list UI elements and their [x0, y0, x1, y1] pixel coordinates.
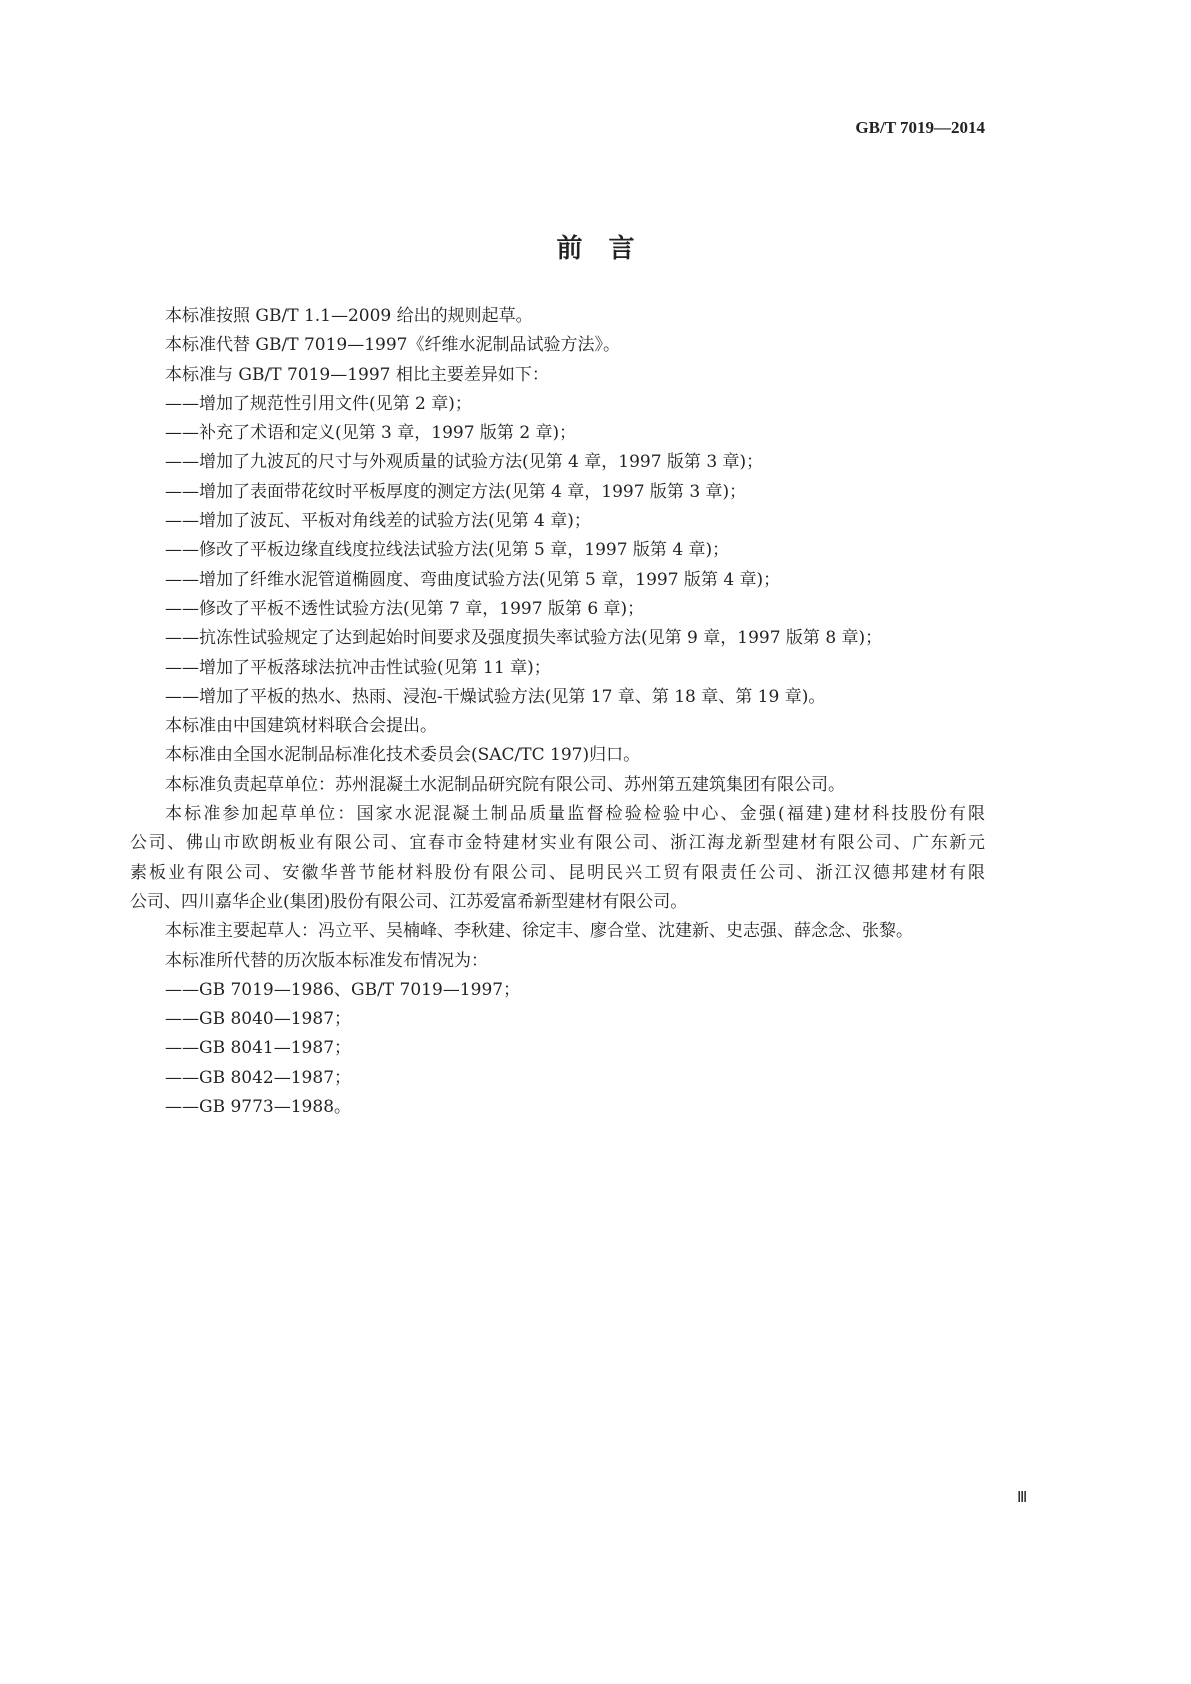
participants-paragraph-line: 素板业有限公司、安徽华普节能材料股份有限公司、昆明民兴工贸有限责任公司、浙江汉德邦建材有限: [130, 862, 985, 883]
paragraph: ——GB 8040—1987；: [165, 1009, 352, 1030]
participants-paragraph-line: 公司、佛山市欧朗板业有限公司、宜春市金特建材实业有限公司、浙江海龙新型建材有限公司、广东新元: [130, 833, 985, 854]
paragraph: 本标准负责起草单位：苏州混凝土水泥制品研究院有限公司、苏州第五建筑集团有限公司。: [165, 774, 845, 795]
paragraph: ——增加了表面带花纹时平板厚度的测定方法(见第 4 章，1997 版第 3 章)；: [165, 481, 747, 502]
page-title: 前言: [556, 234, 661, 264]
paragraph: 本标准按照 GB/T 1.1—2009 给出的规则起草。: [165, 306, 533, 326]
paragraph: ——抗冻性试验规定了达到起始时间要求及强度损失率试验方法(见第 9 章，1997 版第 8 章)；: [165, 628, 883, 649]
paragraph: ——修改了平板不透性试验方法(见第 7 章，1997 版第 6 章)；: [165, 598, 645, 619]
paragraph: 本标准代替 GB/T 7019—1997《纤维水泥制品试验方法》。: [165, 335, 620, 356]
paragraph: ——修改了平板边缘直线度拉线法试验方法(见第 5 章，1997 版第 4 章)；: [165, 540, 730, 561]
paragraph: 本标准所代替的历次版本标准发布情况为：: [165, 950, 488, 971]
paragraph: ——增加了平板的热水、热雨、浸泡-干燥试验方法(见第 17 章、第 18 章、第 19 章)。: [165, 686, 826, 707]
paragraph: ——GB 8042—1987；: [165, 1067, 352, 1088]
document-body: [130, 302, 985, 1122]
paragraph: ——增加了纤维水泥管道椭圆度、弯曲度试验方法(见第 5 章，1997 版第 4 章)；: [165, 569, 781, 590]
standard-number: GB/T 7019—2014: [855, 118, 985, 137]
paragraph: 本标准由全国水泥制品标准化技术委员会(SAC/TC 197)归口。: [165, 745, 641, 766]
paragraph: ——GB 9773—1988。: [165, 1097, 352, 1118]
paragraph: ——增加了波瓦、平板对角线差的试验方法(见第 4 章)；: [165, 511, 591, 532]
paragraph: ——GB 8041—1987；: [165, 1038, 352, 1059]
paragraph: 本标准由中国建筑材料联合会提出。: [165, 716, 437, 737]
paragraph: ——增加了平板落球法抗冲击性试验(见第 11 章)；: [165, 657, 551, 678]
paragraph: ——增加了九波瓦的尺寸与外观质量的试验方法(见第 4 章，1997 版第 3 章)；: [165, 452, 764, 473]
participants-paragraph-line: 本标准参加起草单位：国家水泥混凝土制品质量监督检验检验中心、金强(福建)建材科技股份有限: [165, 804, 985, 825]
participants-paragraph-line: 公司、四川嘉华企业(集团)股份有限公司、江苏爱富希新型建材有限公司。: [130, 891, 688, 912]
paragraph: 本标准与 GB/T 7019—1997 相比主要差异如下：: [165, 364, 549, 385]
paragraph: 本标准主要起草人：冯立平、吴楠峰、李秋建、徐定丰、廖合堂、沈建新、史志强、薛念念、张黎。: [165, 921, 913, 942]
paragraph: ——增加了规范性引用文件(见第 2 章)；: [165, 393, 472, 414]
page-number: Ⅲ: [1017, 1490, 1028, 1506]
paragraph: ——补充了术语和定义(见第 3 章，1997 版第 2 章)；: [165, 423, 577, 444]
paragraph: ——GB 7019—1986、GB/T 7019—1997；: [165, 979, 521, 1000]
